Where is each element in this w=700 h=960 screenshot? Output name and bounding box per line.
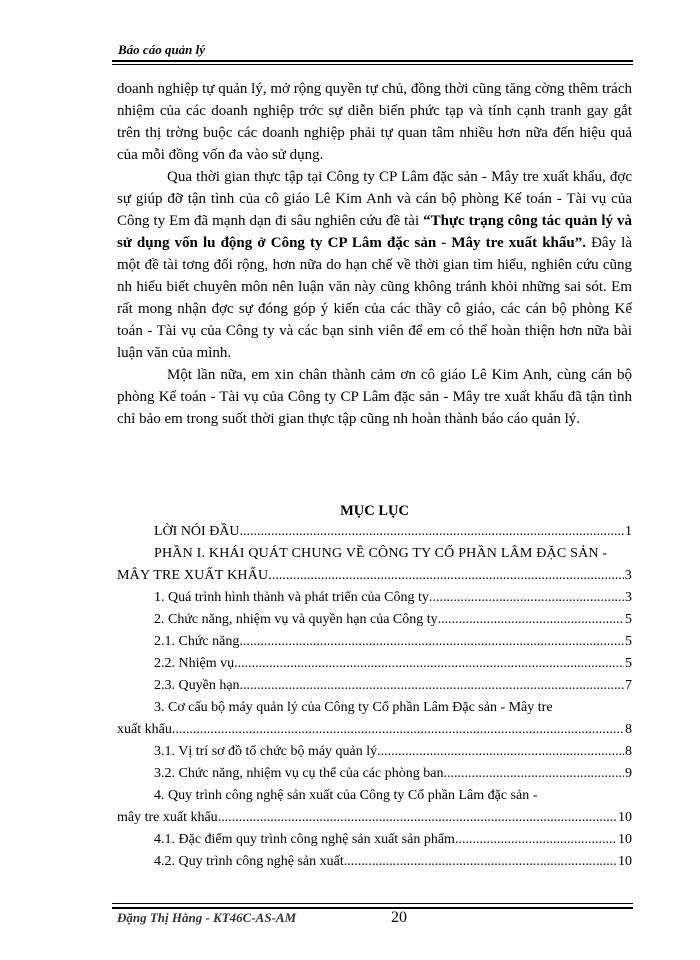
toc-leader bbox=[218, 807, 617, 829]
toc-leader bbox=[455, 829, 617, 851]
header-rule-thin bbox=[112, 64, 633, 65]
toc-entry[interactable] bbox=[117, 653, 632, 675]
table-of-contents bbox=[117, 521, 632, 873]
toc-entry-text: 2.2. Nhiệm vụ bbox=[154, 656, 235, 671]
toc-entry-text: 2. Chức năng, nhiệm vụ và quyền hạn của Công ty bbox=[154, 612, 438, 627]
toc-entry-text: 1. Quá trình hình thành và phát triển của Công ty bbox=[154, 590, 429, 605]
toc-page-number: 3 bbox=[625, 590, 632, 605]
toc-entry[interactable] bbox=[117, 631, 632, 653]
toc-leader bbox=[344, 851, 617, 873]
toc-entry[interactable] bbox=[117, 829, 632, 851]
paragraph-2-intro: Qua thời gian thực tập tại Công ty CP Lâm đặc sản - Mây tre xuất khẩu, đợc sự giúp đỡ tận tình của cô giáo Lê Kim Anh và cán bộ phòng Kế toán - Tài vụ của Công ty Em đã mạnh dạn đi sâu nghiên cứu đề tài bbox=[117, 169, 632, 229]
toc-page-number: 10 bbox=[618, 832, 632, 847]
toc-leader bbox=[234, 653, 624, 675]
toc-entry[interactable] bbox=[117, 851, 632, 873]
toc-entry[interactable] bbox=[117, 697, 632, 741]
toc-entry[interactable] bbox=[117, 609, 632, 631]
toc-page-number: 9 bbox=[625, 766, 632, 781]
toc-entry-text: 3. Cơ cấu bộ máy quản lý của Công ty Cổ phần Lâm Đặc sản - Mây tre bbox=[154, 700, 553, 715]
toc-page-number: 5 bbox=[625, 656, 632, 671]
toc-entry[interactable] bbox=[117, 521, 632, 543]
toc-entry-text-cont: MÂY TRE XUẤT KHẨU bbox=[117, 568, 269, 583]
toc-entry-text-cont: mây tre xuất khẩu bbox=[117, 810, 218, 825]
footer-author: Đặng Thị Hằng - KT46C-AS-AM bbox=[117, 910, 297, 925]
toc-entry[interactable] bbox=[117, 741, 632, 763]
thesis-title: “Thực trạng công tác quản lý và sử dụng vốn lu động ở Công ty CP Lâm đặc sản - Mây tre xuất khẩu”. bbox=[117, 213, 632, 251]
toc-leader bbox=[268, 565, 623, 587]
toc-page-number: 10 bbox=[618, 854, 632, 869]
toc-page-number: 7 bbox=[625, 678, 632, 693]
toc-leader bbox=[240, 675, 624, 697]
toc-page-number: 3 bbox=[624, 568, 632, 583]
header-rule bbox=[112, 60, 633, 62]
toc-entry[interactable] bbox=[117, 785, 632, 829]
toc-page-number: 5 bbox=[625, 634, 632, 649]
toc-leader bbox=[240, 521, 624, 543]
paragraph-1: doanh nghiệp tự quản lý, mở rộng quyền tự chủ, đồng thời cũng tăng cờng thêm trách nhiệm của các doanh nghiệp trớc sự diễn biến phức tạp và tính cạnh tranh gay gắt trên thị trờng buộc các doanh nghiệp phải tự quan tâm nhiều hơn nữa đến hiệu quả của mỗi đồng vốn đa vào sử dụng. bbox=[117, 81, 632, 163]
toc-entry-text: 3.2. Chức năng, nhiệm vụ cụ thể của các phòng ban bbox=[154, 766, 444, 781]
toc-entry-text: 2.3. Quyền hạn bbox=[154, 678, 240, 693]
toc-entry-text: 4.2. Quy trình công nghệ sản xuất bbox=[154, 854, 344, 869]
toc-page-number: 10 bbox=[618, 810, 632, 825]
toc-entry[interactable] bbox=[117, 587, 632, 609]
toc-entry-text: PHẦN I. KHÁI QUÁT CHUNG VỀ CÔNG TY CỔ PHẦN LÂM ĐẶC SẢN - bbox=[154, 546, 608, 561]
toc-leader bbox=[377, 741, 624, 763]
toc-entry-text: 3.1. Vị trí sơ đồ tổ chức bộ máy quản lý bbox=[154, 744, 378, 759]
paragraph-2-rest: Đây là một đề tài tơng đối rộng, hơn nữa do hạn chế về thời gian tìm hiểu, nghiên cứu cũng nh hiểu biết chuyên môn nên luận văn này cũng không tránh khỏi những sai sót. Em rất mong nhận đợc sự đóng góp ý kiến của các thầy cô giáo, các cán bộ phòng Kế toán - Tài vụ của Công ty và các bạn sinh viên để em có thể hoàn thiện hơn nữa bài luận văn của mình. bbox=[117, 235, 632, 361]
toc-entry-text: LỜI NÓI ĐẦU bbox=[154, 524, 240, 539]
page-header-title: Báo cáo quản lý bbox=[118, 42, 206, 57]
paragraph-2 bbox=[117, 166, 632, 364]
toc-entry-text-cont: xuất khẩu bbox=[117, 722, 172, 737]
toc-entry[interactable] bbox=[117, 543, 632, 587]
toc-heading: MỤC LỤC bbox=[340, 503, 409, 519]
toc-entry-text: 2.1. Chức năng bbox=[154, 634, 240, 649]
body-text bbox=[117, 78, 632, 430]
toc-entry-text: 4.1. Đặc điểm quy trình công nghệ sản xuất sản phẩm bbox=[154, 832, 455, 847]
toc-entry[interactable] bbox=[117, 675, 632, 697]
toc-page-number: 1 bbox=[625, 524, 632, 539]
toc-page-number: 8 bbox=[625, 744, 632, 759]
toc-leader bbox=[438, 609, 624, 631]
toc-entry[interactable] bbox=[117, 763, 632, 785]
toc-leader bbox=[172, 719, 624, 741]
page-number: 20 bbox=[391, 909, 407, 926]
toc-leader bbox=[429, 587, 624, 609]
toc-page-number: 5 bbox=[625, 612, 632, 627]
footer-rule bbox=[112, 907, 633, 909]
toc-leader bbox=[443, 763, 624, 785]
toc-entry-text: 4. Quy trình công nghệ sản xuất của Công ty Cổ phần Lâm đặc sản - bbox=[154, 788, 538, 803]
toc-page-number: 8 bbox=[625, 722, 632, 737]
toc-leader bbox=[239, 631, 624, 653]
footer-rule-thin bbox=[112, 903, 633, 904]
paragraph-3: Một lần nữa, em xin chân thành cảm ơn cô giáo Lê Kim Anh, cùng cán bộ phòng Kế toán - Tài vụ của Công ty CP Lâm đặc sản - Mây tre xuất khẩu đã tận tình chỉ bảo em trong suốt thời gian thực tập cũng nh hoàn thành báo cáo quản lý. bbox=[117, 367, 632, 427]
